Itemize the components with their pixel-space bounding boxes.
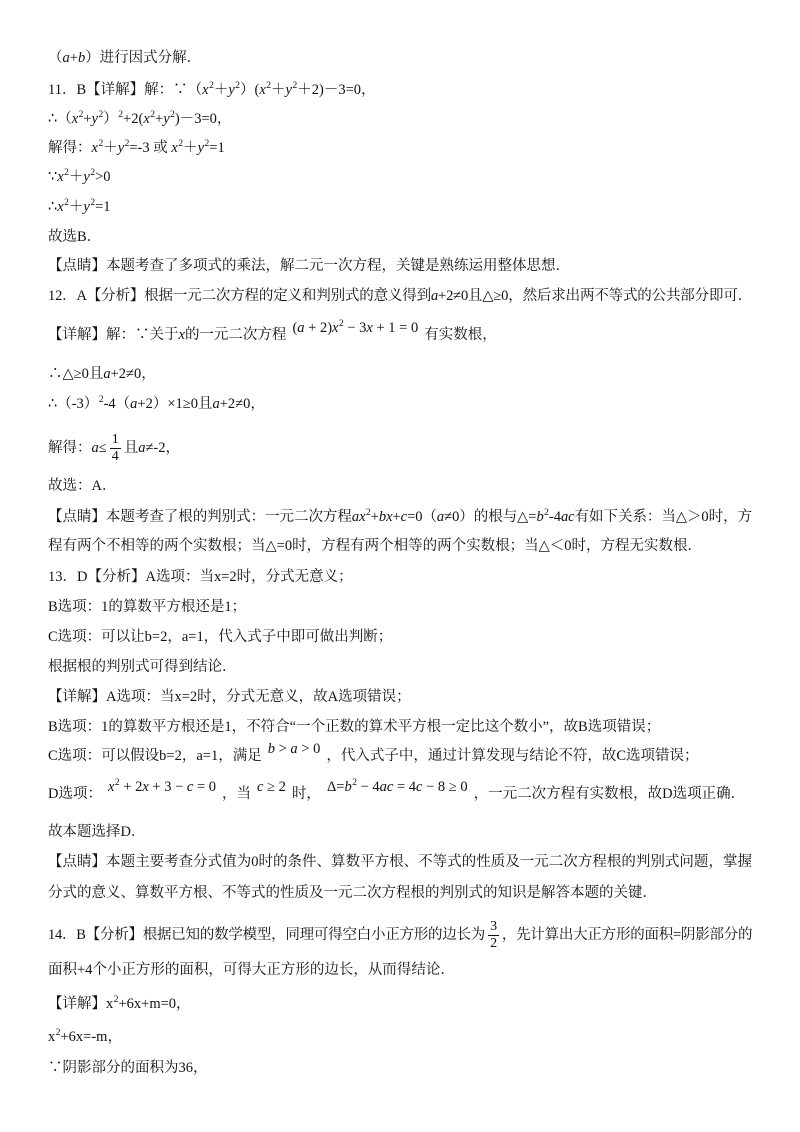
text-run: 14．B【分析】根据已知的数学模型，同理可得空白小正方形的边长为 xyxy=(48,926,486,943)
text-run: x xyxy=(48,1029,56,1045)
math-variable: a xyxy=(62,50,70,66)
text-run: > xyxy=(274,741,291,757)
text-run: 12．A【分析】根据一元二次方程的定义和判别式的意义得到 xyxy=(48,288,431,304)
superscript: 2 xyxy=(98,139,104,149)
superscript: 2 xyxy=(90,198,96,208)
text-run: =1 xyxy=(209,140,225,156)
superscript: 2 xyxy=(118,110,124,120)
superscript: 2 xyxy=(78,110,84,120)
math-variable: a xyxy=(436,509,445,525)
text-run: -4（ xyxy=(103,396,131,412)
math-variable: b xyxy=(344,779,352,795)
math-variable: x xyxy=(107,779,115,795)
fraction-denominator: 4 xyxy=(111,449,119,464)
math-variable: x xyxy=(178,327,185,343)
text-line xyxy=(48,225,101,249)
text-line xyxy=(48,254,570,278)
text-run: 【点睛】本题考查了根的判别式：一元二次方程 xyxy=(48,509,352,525)
text-run: 面积+4个小正方形的面积，可得大正方形的边长，从而得结论． xyxy=(48,962,455,978)
math-variable: a xyxy=(91,439,99,456)
superscript: 2 xyxy=(64,198,69,208)
text-run: ∵阴影部分的面积为36， xyxy=(48,1060,208,1076)
superscript: 2 xyxy=(55,1028,61,1038)
text-line xyxy=(48,474,116,498)
text-line xyxy=(48,432,181,464)
text-run: ＋ xyxy=(183,140,198,156)
text-line xyxy=(48,392,265,416)
text-run: 故选B． xyxy=(48,229,102,245)
text-run: =1 xyxy=(95,199,111,215)
text-run: +2≠0， xyxy=(110,366,156,382)
math-variable: b xyxy=(77,50,86,66)
math-variable: y xyxy=(83,169,90,185)
text-run: 故选：A． xyxy=(48,478,117,494)
math-variable: b xyxy=(267,741,275,757)
text-run: +6x=-m， xyxy=(60,1029,122,1045)
text-line xyxy=(48,565,353,589)
text-run: ∴△≥0且 xyxy=(48,366,104,382)
text-run: ≠0）的根与△= xyxy=(444,509,537,525)
superscript: 2 xyxy=(150,110,155,120)
superscript: 2 xyxy=(114,778,120,788)
text-line xyxy=(48,165,111,189)
text-line xyxy=(48,1025,122,1049)
text-run: + 3 − xyxy=(148,779,187,795)
superscript: 2 xyxy=(338,319,344,329)
text-run: 时， xyxy=(291,786,321,802)
text-run: ，代入式子中，通过计算发现与结论不符，故C选项错误； xyxy=(326,748,699,764)
text-run: + 2 xyxy=(119,779,143,795)
text-run: -4 xyxy=(548,509,561,525)
text-run: ，先计算出大正方形的面积=阴影部分的 xyxy=(501,926,753,943)
math-variable: x xyxy=(171,140,178,156)
superscript: 2 xyxy=(170,110,175,120)
superscript: 2 xyxy=(292,81,298,91)
text-run: 解得： xyxy=(48,439,92,456)
text-line xyxy=(48,595,246,619)
text-line xyxy=(48,715,660,739)
superscript: 2 xyxy=(266,81,272,91)
math-variable: a xyxy=(430,288,439,304)
superscript: 2 xyxy=(235,81,241,91)
text-run: +2≠0且△≥0，然后求出两不等式的公共部分即可． xyxy=(438,288,752,304)
text-run: +6x+m=0， xyxy=(118,996,191,1012)
text-line xyxy=(48,850,752,874)
text-line xyxy=(48,992,191,1016)
text-run: + xyxy=(83,111,92,127)
superscript: 2 xyxy=(98,110,104,120)
fraction-denominator: 2 xyxy=(490,936,497,951)
text-line xyxy=(48,958,455,982)
superscript: 2 xyxy=(209,81,214,91)
text-line xyxy=(48,820,145,844)
text-run: C选项：可以假设b=2，a=1，满足 xyxy=(48,748,262,764)
math-variable: x xyxy=(57,169,64,185)
text-run: 程有两个不相等的两个实数根；当△=0时，方程有两个相等的两个实数根；当△＜0时，方程无实数根． xyxy=(48,538,702,554)
math-variable: y xyxy=(163,111,170,127)
text-run: B选项：1的算数平方根还是1； xyxy=(48,599,247,615)
text-run: ≠-2， xyxy=(145,439,181,456)
math-variable: a xyxy=(212,396,220,412)
text-line xyxy=(48,534,702,558)
math-variable: x xyxy=(202,82,209,98)
math-variable: x xyxy=(143,111,150,127)
math-variable: x xyxy=(91,140,98,156)
text-run: > 0 xyxy=(297,741,321,757)
text-run: D选项： xyxy=(48,786,102,802)
text-run: 13．D【分析】A选项：当x=2时，分式无意义； xyxy=(48,569,353,585)
math-variable: a xyxy=(290,741,298,757)
text-run: 【详解】A选项：当x=2时，分式无意义，故A选项错误； xyxy=(48,689,411,705)
text-run: + xyxy=(392,509,401,525)
superscript: 2 xyxy=(204,139,210,149)
math-variable: y xyxy=(285,82,292,98)
text-run: ，一元二次方程有实数根，故D选项正确． xyxy=(473,786,746,802)
math-formula xyxy=(286,320,424,336)
text-run: 【详解】x xyxy=(48,996,114,1012)
math-formula xyxy=(321,779,474,795)
math-variable: a xyxy=(130,396,138,412)
superscript: 2 xyxy=(178,139,184,149)
text-run: )－3=0， xyxy=(174,111,232,127)
text-run: − 8 ≥ 0 xyxy=(422,779,468,795)
text-run: + 2) xyxy=(304,320,333,336)
math-variable: x xyxy=(366,320,373,336)
text-run: 解得： xyxy=(48,140,92,156)
superscript: 2 xyxy=(90,168,96,178)
text-line xyxy=(48,46,201,70)
math-variable: x xyxy=(142,779,149,795)
text-run: 的一元二次方程 xyxy=(184,327,287,343)
text-run: +2( xyxy=(123,111,144,127)
text-run: ≥ 2 xyxy=(263,779,286,795)
text-line xyxy=(48,625,392,649)
math-variable: c xyxy=(416,779,423,795)
math-variable: ac xyxy=(379,779,394,795)
superscript: 2 xyxy=(352,778,357,788)
text-line xyxy=(48,362,156,386)
text-run: ） xyxy=(103,111,118,127)
text-run: C选项：可以让b=2，a=1，代入式子中即可做出判断； xyxy=(48,629,393,645)
math-variable: c xyxy=(400,509,408,525)
text-run: ∵ xyxy=(48,169,58,185)
text-run: >0 xyxy=(95,169,111,185)
text-line xyxy=(48,136,225,160)
math-variable: ac xyxy=(560,509,575,525)
math-variable: a xyxy=(103,366,111,382)
text-run: 有如下关系：当△＞0时，方 xyxy=(574,509,753,525)
text-run: Δ= xyxy=(326,779,345,795)
text-run: − 3 xyxy=(343,320,367,336)
text-run: = 0 xyxy=(193,779,217,795)
superscript: 2 xyxy=(124,139,130,149)
fraction-numerator: 1 xyxy=(111,432,119,447)
text-run: + xyxy=(370,509,379,525)
text-run: ＋ xyxy=(213,82,229,98)
superscript: 2 xyxy=(544,508,549,518)
text-run: 故本题选择D． xyxy=(48,824,146,840)
text-line xyxy=(48,284,752,308)
text-run: =-3 或 xyxy=(129,140,172,156)
text-run: 分式的意义、算数平方根、不等式的性质及一元二次方程根的判别式的知识是解答本题的关键． xyxy=(48,885,657,901)
text-run: +2）×1≥0且 xyxy=(137,396,213,412)
text-run: 【详解】解：∵关于 xyxy=(48,327,179,343)
superscript: 2 xyxy=(98,395,104,405)
text-run: ∴（ xyxy=(48,111,72,127)
math-variable: c xyxy=(186,779,194,795)
fraction xyxy=(488,919,499,952)
text-line xyxy=(48,78,376,102)
text-run: ≤ xyxy=(98,439,107,456)
text-run: 且 xyxy=(123,439,139,456)
text-run: ＋ xyxy=(68,169,84,185)
math-variable: bx xyxy=(378,509,393,525)
text-run: ，当 xyxy=(222,786,252,802)
text-line xyxy=(48,741,699,768)
text-run: ＋ xyxy=(68,199,84,215)
math-variable: a xyxy=(297,320,305,336)
math-variable: x xyxy=(71,111,79,127)
text-run: =0（ xyxy=(407,509,437,525)
text-line xyxy=(48,919,753,951)
superscript: 2 xyxy=(113,995,119,1005)
superscript: 2 xyxy=(64,168,69,178)
text-line xyxy=(48,505,752,529)
math-variable: y xyxy=(91,111,99,127)
text-run: + 1 = 0 xyxy=(372,320,419,336)
text-line xyxy=(48,107,231,131)
math-variable: c xyxy=(257,779,264,795)
text-line xyxy=(48,319,497,347)
text-line xyxy=(48,685,411,709)
text-run: ）进行因式分解． xyxy=(85,50,202,66)
text-run: ＋ xyxy=(271,82,286,98)
math-variable: x xyxy=(332,320,339,336)
text-run: 有实数根， xyxy=(424,327,497,343)
fraction xyxy=(110,432,121,465)
math-variable: y xyxy=(228,82,235,98)
text-line xyxy=(48,195,111,219)
text-run: B选项：1的算数平方根还是1，不符合“一个正数的算术平方根一定比这个数小”，故B选项错误； xyxy=(48,719,661,735)
math-variable: x xyxy=(259,82,266,98)
text-run: − 4 xyxy=(356,779,380,795)
text-run: 【点睛】本题考查了多项式的乘法，解二元一次方程，关键是熟练运用整体思想． xyxy=(48,258,570,274)
math-variable: a xyxy=(138,439,146,456)
text-run: ∴（-3） xyxy=(48,396,99,412)
text-run: + xyxy=(155,111,164,127)
text-run: 11．B【详解】解：∵（ xyxy=(48,82,203,98)
superscript: 2 xyxy=(365,508,371,518)
text-run: + xyxy=(69,50,78,66)
math-variable: y xyxy=(117,140,125,156)
text-run: ∴ xyxy=(48,199,58,215)
text-line xyxy=(48,1056,208,1080)
text-run: +2≠0， xyxy=(219,396,265,412)
text-line xyxy=(48,778,746,806)
math-variable: ax xyxy=(351,509,366,525)
text-run: 根据根的判别式可得到结论． xyxy=(48,659,237,675)
math-variable: b xyxy=(536,509,544,525)
text-line xyxy=(48,655,237,679)
text-line xyxy=(48,881,657,905)
text-run: 【点睛】本题主要考查分式值为0时的条件、算数平方根、不等式的性质及一元二次方程根的判别式问题，掌握 xyxy=(48,854,752,870)
text-run: = 4 xyxy=(393,779,417,795)
fraction-numerator: 3 xyxy=(490,919,497,934)
text-run: ＋2)－3=0， xyxy=(297,82,376,98)
math-variable: y xyxy=(83,199,90,215)
math-formula xyxy=(102,779,222,795)
text-run: ）( xyxy=(240,82,260,98)
math-formula xyxy=(251,779,292,795)
text-run: （ xyxy=(48,50,63,66)
text-run: ＋ xyxy=(103,140,118,156)
math-variable: x xyxy=(57,199,64,215)
text-run: ( xyxy=(292,320,298,336)
math-formula xyxy=(262,741,327,757)
math-variable: y xyxy=(197,140,205,156)
